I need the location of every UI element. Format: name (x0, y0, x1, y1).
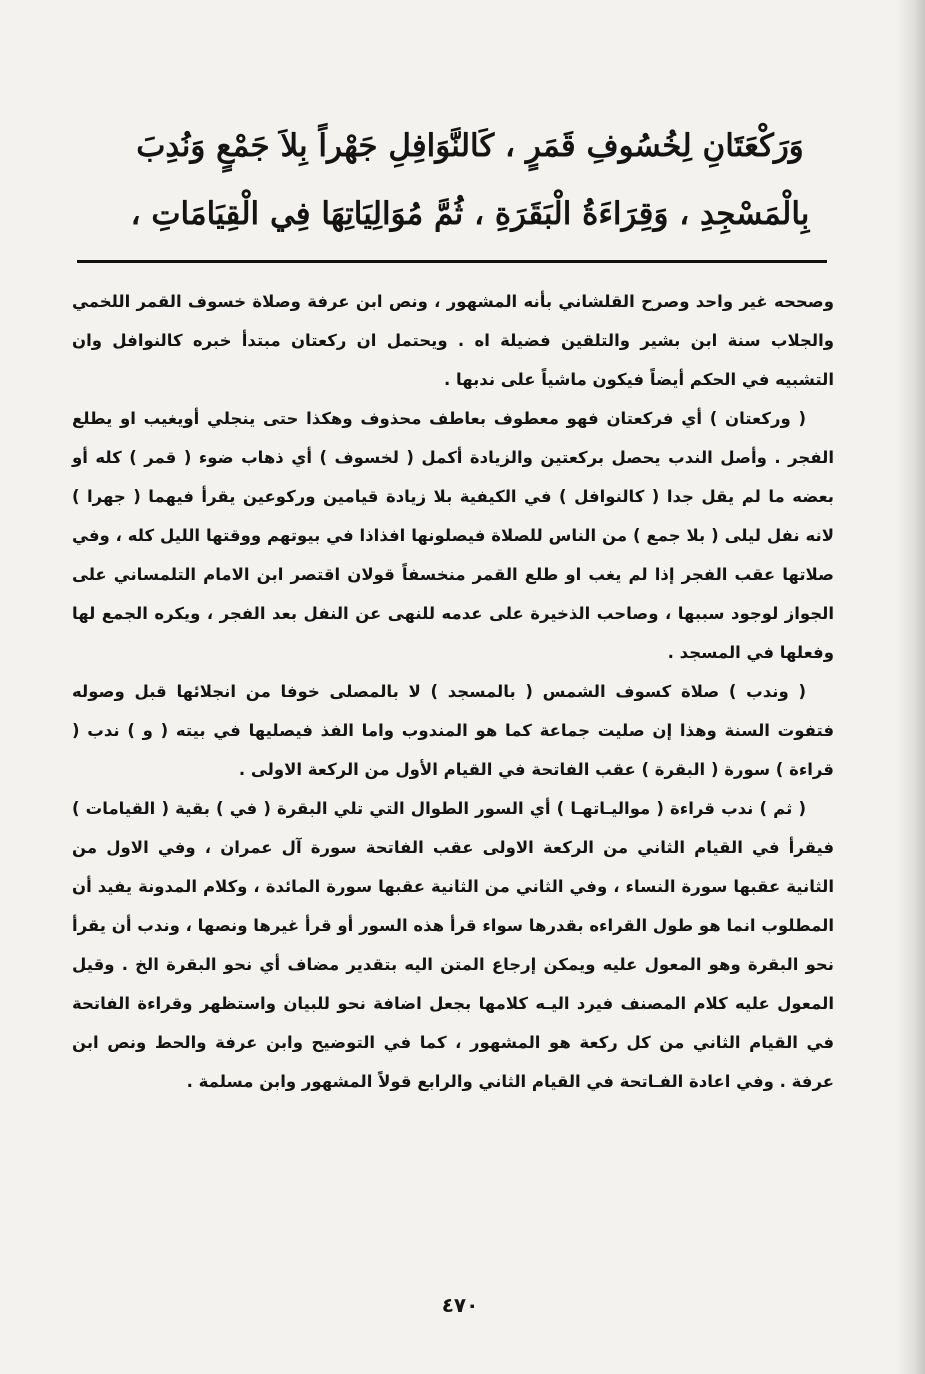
commentary-paragraph: ( ثم ) ندب قراءة ( مواليـاتهـا ) أي السور الطوال التي تلي البقرة ( في ) بقية ( القيامات ) فيقرأ في القيام الثاني من الركعة الاولى عقب الفاتحة سورة آل عمران ، وفي الاول من الثانية عقبها سورة النساء ، وفي الثاني من الثانية عقبها سورة المائدة ، وكلام المدونة يفيد أن المطلوب انما هو طول القراءه بقدرها سواء قرأ هذه السور أو قرأ غيرها ونصها ، وندب أن يقرأ نحو البقرة وهو المعول عليه ويمكن إرجاع المتن اليه بتقدير مضاف أي نحو البقرة الخ . وقيل المعول عليه كلام المصنف فيرد اليـه كلامها بجعل اضافة نحو للبيان واستظهر وقراءة الفاتحة في القيام الثاني من كل ركعة هو المشهور ، كما في التوضيح وابن عرفة والحط ونص ابن عرفة . وفي اعادة الفـاتحة في القيام الثاني والرابع قولاً المشهور وابن مسلمة . (72, 799, 834, 1091)
commentary-paragraph: وصححه غير واحد وصرح القلشاني بأنه المشهور ، ونص ابن عرفة وصلاة خسوف القمر اللخمي والجلاب سنة ابن بشير والتلقين فضيلة اه . ويحتمل ان ركعتان مبتدأ خبره كالنوافل وان التشبيه في الحكم أيضاً فيكون ماشياً على ندبها . (72, 292, 834, 389)
separator-rule (77, 260, 827, 263)
matn-line-1: وَرَكْعَتَانِ لِخُسُوفِ قَمَرٍ ، كَالنَّوَافِلِ جَهْراً بِلاَ جَمْعٍ وَنُدِبَ (136, 128, 804, 164)
page-edge-shadow (897, 0, 925, 1374)
commentary-paragraph: ( وركعتان ) أي فركعتان فهو معطوف بعاطف محذوف وهكذا حتى ينجلي أويغيب او يطلع الفجر . وأصل الندب يحصل بركعتين والزيادة أكمل ( لخسوف ) أي ذهاب ضوء ( قمر ) كله أو بعضه ما لم يقل جدا ( كالنوافل ) في الكيفية بلا زيادة قيامين وركوعين يقرأ فيهما ( جهرا ) لانه نفل ليلى ( بلا جمع ) من الناس للصلاة فيصلونها افذاذا في بيوتهم ووقتها الليل كله ، وفي صلاتها عقب الفجر إذا لم يغب او طلع القمر منخسفاً قولان اقتصر ابن الامام التلمساني على الجواز لوجود سببها ، وصاحب الذخيرة على عدمه للنهى عن النفل بعد الفجر ، ويكره الجمع لها وفعلها في المسجد . (72, 409, 834, 662)
matn-line-2: بِالْمَسْجِدِ ، وَقِرَاءَةُ الْبَقَرَةِ ، ثُمَّ مُوَالِيَاتِهَا فِي الْقِيَامَاتِ ، (130, 196, 810, 232)
page-number: ٤٧٠ (441, 1293, 479, 1317)
commentary-paragraph: ( وندب ) صلاة كسوف الشمس ( بالمسجد ) لا بالمصلى خوفا من انجلائها قبل وصوله فتفوت السنة وهذا إن صليت جماعة كما هو المندوب واما الفذ فيصليها في بيته ( و ) ندب ( قراءة ) سورة ( البقرة ) عقب الفاتحة في القيام الأول من الركعة الاولى . (72, 682, 834, 779)
commentary-text (72, 282, 834, 1101)
